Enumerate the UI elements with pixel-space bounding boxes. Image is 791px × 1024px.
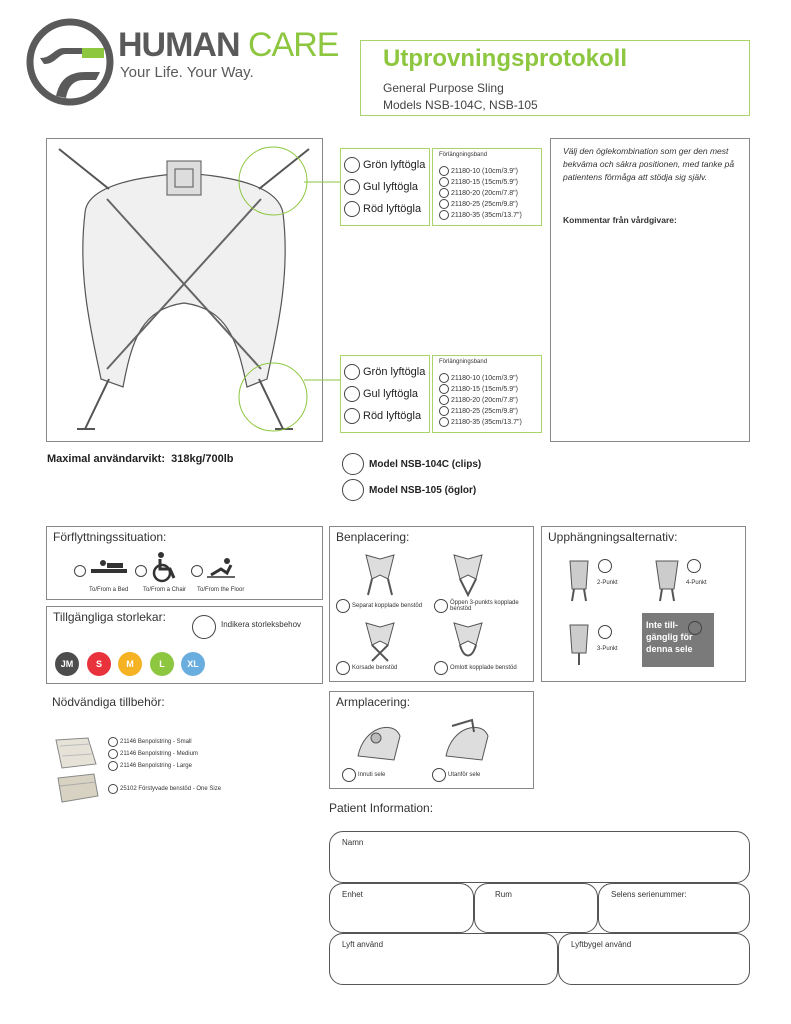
loop-label: Gul lyftögla bbox=[363, 388, 419, 400]
loop-label: Gul lyftögla bbox=[363, 181, 419, 193]
accessory-label: 25102 Förstyvade benstöd - One Size bbox=[120, 786, 222, 792]
leg-open3-illustration bbox=[448, 549, 488, 597]
subtitle: General Purpose Sling bbox=[383, 81, 504, 95]
model-option[interactable] bbox=[342, 479, 476, 501]
size-badge-xl[interactable] bbox=[181, 652, 205, 676]
loop-label: Röd lyftögla bbox=[363, 410, 422, 422]
lift-label: Lyft använd bbox=[342, 940, 384, 949]
bed-icon bbox=[89, 557, 129, 577]
suspension-radio[interactable] bbox=[598, 559, 612, 573]
leg-radio[interactable] bbox=[336, 599, 350, 613]
extension-label: 21180-10 (10cm/3.9") bbox=[451, 374, 518, 382]
leg-wrap-illustration bbox=[448, 619, 488, 663]
room-field[interactable] bbox=[474, 883, 598, 933]
leg-label: Öppen 3-punkts kopplade benstöd bbox=[450, 600, 519, 612]
extension-radio[interactable] bbox=[439, 406, 449, 416]
sling-image-box bbox=[46, 138, 323, 442]
arm-option[interactable] bbox=[342, 768, 385, 782]
leg-label: Korsade benstöd bbox=[352, 665, 398, 671]
suspension-label: 4-Punkt bbox=[686, 580, 707, 586]
instructions-text: Välj den öglekombination som ger den mest bekväma och säkra positionen, med tanke på patientens förmåga att stödja sig själv. bbox=[563, 146, 735, 182]
connector-lines bbox=[300, 170, 342, 400]
accessories-title: Nödvändiga tillbehör: bbox=[52, 695, 165, 709]
size-badge-s[interactable] bbox=[87, 652, 111, 676]
loop-option[interactable] bbox=[344, 364, 425, 380]
suspension-box bbox=[541, 526, 746, 682]
model-radio[interactable] bbox=[342, 479, 364, 501]
model-radio[interactable] bbox=[342, 453, 364, 475]
max-weight: Maximal användarvikt: 318kg/700lb bbox=[47, 453, 234, 465]
extension-radio[interactable] bbox=[439, 177, 449, 187]
leg-label: Omlott kopplade benstöd bbox=[450, 665, 517, 671]
serial-field[interactable] bbox=[598, 883, 750, 933]
sling-illustration bbox=[47, 139, 322, 441]
accessory-option[interactable] bbox=[108, 737, 192, 747]
extension-label: 21180-10 (10cm/3.9") bbox=[451, 167, 518, 175]
accessory-label: 21146 Benpolstring - Medium bbox=[120, 751, 198, 757]
size-label: XL bbox=[187, 659, 199, 669]
extension-option[interactable] bbox=[439, 406, 518, 416]
loops-bottom-box bbox=[340, 355, 430, 433]
size-badge-jm[interactable] bbox=[55, 652, 79, 676]
leg-padding-illustration bbox=[52, 736, 102, 770]
accessory-label: 21146 Benpolstring - Small bbox=[120, 739, 192, 745]
loop-label: Grön lyftögla bbox=[363, 366, 426, 378]
accessory-radio[interactable] bbox=[108, 737, 118, 747]
model-option[interactable] bbox=[342, 453, 481, 475]
name-label: Namn bbox=[342, 838, 364, 847]
suspension-radio[interactable] bbox=[687, 559, 701, 573]
accessory-option[interactable] bbox=[108, 784, 221, 794]
wheelchair-icon bbox=[151, 551, 179, 583]
loop-option[interactable] bbox=[344, 408, 421, 424]
size-label: JM bbox=[60, 659, 74, 669]
not-available-label: Inte till-gänglig för denna sele bbox=[646, 620, 693, 654]
transfer-label: To/From a Chair bbox=[143, 587, 187, 593]
leg-option[interactable] bbox=[434, 599, 536, 613]
extension-option[interactable] bbox=[439, 188, 518, 198]
arm-option[interactable] bbox=[432, 768, 480, 782]
comment-box[interactable] bbox=[550, 138, 750, 442]
transfer-chair-radio[interactable] bbox=[135, 565, 147, 577]
extension-radio[interactable] bbox=[439, 210, 449, 220]
accessory-label: 21146 Benpolstring - Large bbox=[120, 763, 192, 769]
arm-title: Armplacering: bbox=[336, 695, 411, 709]
size-badge-m[interactable] bbox=[118, 652, 142, 676]
transfer-bed-radio[interactable] bbox=[74, 565, 86, 577]
loop-option[interactable] bbox=[344, 179, 418, 195]
extension-radio[interactable] bbox=[439, 188, 449, 198]
extension-bottom-box bbox=[432, 355, 542, 433]
sizes-box bbox=[46, 606, 323, 684]
arm-radio[interactable] bbox=[342, 768, 356, 782]
accessory-radio[interactable] bbox=[108, 749, 118, 759]
loops-top-box bbox=[340, 148, 430, 226]
model-label: Model NSB-105 (öglor) bbox=[369, 484, 477, 496]
unit-field[interactable] bbox=[329, 883, 474, 933]
extension-radio[interactable] bbox=[439, 417, 449, 427]
loop-option[interactable] bbox=[344, 386, 418, 402]
extension-title: Förlängningsband bbox=[439, 152, 488, 158]
brand-care: CARE bbox=[248, 26, 339, 64]
patient-title: Patient Information: bbox=[329, 801, 434, 815]
extension-top-box bbox=[432, 148, 542, 226]
arm-inside-illustration bbox=[354, 716, 404, 762]
logo-mark bbox=[26, 18, 114, 106]
suspension-3point-illustration bbox=[564, 623, 594, 667]
size-label: M bbox=[126, 659, 134, 669]
name-field[interactable] bbox=[329, 831, 750, 883]
size-label: S bbox=[95, 659, 102, 669]
leg-radio[interactable] bbox=[434, 661, 448, 675]
extension-option[interactable] bbox=[439, 199, 518, 209]
suspension-title: Upphängningsalternativ: bbox=[548, 530, 678, 544]
extension-label: 21180-20 (20cm/7.8") bbox=[451, 189, 518, 197]
brand-human: HUMAN bbox=[118, 26, 240, 64]
extension-label: 21180-25 (25cm/9.8") bbox=[451, 200, 518, 208]
size-label: L bbox=[159, 659, 165, 669]
sizes-title: Tillgängliga storlekar: bbox=[53, 610, 166, 624]
leg-option[interactable] bbox=[336, 599, 422, 613]
spreader-label: Lyftbygel använd bbox=[571, 940, 632, 949]
extension-option[interactable] bbox=[439, 395, 518, 405]
room-label: Rum bbox=[495, 890, 512, 899]
extension-label: 21180-20 (20cm/7.8") bbox=[451, 396, 518, 404]
brand-tagline: Your Life. Your Way. bbox=[120, 64, 254, 81]
leg-option[interactable] bbox=[336, 661, 397, 675]
comment-label: Kommentar från vårdgivare: bbox=[563, 215, 677, 225]
suspension-4point-illustration bbox=[652, 559, 682, 603]
accessory-radio[interactable] bbox=[108, 784, 118, 794]
extension-radio[interactable] bbox=[439, 384, 449, 394]
extension-option[interactable] bbox=[439, 210, 522, 220]
extension-radio[interactable] bbox=[439, 166, 449, 176]
size-indicate-label: Indikera storleksbehov bbox=[221, 620, 302, 629]
leg-title: Benplacering: bbox=[336, 530, 410, 544]
accessory-option[interactable] bbox=[108, 749, 198, 759]
extension-radio[interactable] bbox=[439, 395, 449, 405]
spreader-field[interactable] bbox=[558, 933, 750, 985]
serial-label: Selens serienummer: bbox=[611, 890, 687, 899]
extension-radio[interactable] bbox=[439, 199, 449, 209]
header-box bbox=[360, 40, 750, 116]
extension-option[interactable] bbox=[439, 166, 518, 176]
lift-field[interactable] bbox=[329, 933, 558, 985]
model-label: Model NSB-104C (clips) bbox=[369, 458, 482, 470]
size-indicate-radio[interactable] bbox=[192, 615, 216, 639]
accessory-radio[interactable] bbox=[108, 761, 118, 771]
leg-radio[interactable] bbox=[336, 661, 350, 675]
extension-option[interactable] bbox=[439, 177, 518, 187]
arm-label: Innuti sele bbox=[358, 772, 386, 778]
arm-radio[interactable] bbox=[432, 768, 446, 782]
page-title: Utprovningsprotokoll bbox=[383, 45, 627, 72]
leg-separate-illustration bbox=[360, 549, 400, 597]
loop-radio[interactable] bbox=[344, 386, 360, 402]
floor-icon bbox=[207, 557, 235, 579]
loop-radio[interactable] bbox=[344, 179, 360, 195]
leg-box bbox=[329, 526, 534, 682]
extension-label: 21180-25 (25cm/9.8") bbox=[451, 407, 518, 415]
loop-option[interactable] bbox=[344, 201, 421, 217]
stiffened-leg-illustration bbox=[54, 772, 102, 804]
extension-label: 21180-35 (35cm/13.7") bbox=[451, 418, 522, 426]
suspension-label: 2-Punkt bbox=[597, 580, 618, 586]
arm-box bbox=[329, 691, 534, 789]
extension-title: Förlängningsband bbox=[439, 359, 488, 365]
size-badge-l[interactable] bbox=[150, 652, 174, 676]
arm-outside-illustration bbox=[442, 716, 492, 762]
loop-radio[interactable] bbox=[344, 364, 360, 380]
unit-label: Enhet bbox=[342, 890, 363, 899]
leg-label: Separat kopplade benstöd bbox=[352, 603, 423, 609]
loop-radio[interactable] bbox=[344, 408, 360, 424]
leg-radio[interactable] bbox=[434, 599, 448, 613]
loop-radio[interactable] bbox=[344, 201, 360, 217]
leg-option[interactable] bbox=[434, 661, 517, 675]
suspension-radio[interactable] bbox=[598, 625, 612, 639]
transfer-label: To/From a Bed bbox=[89, 587, 129, 593]
leg-crossed-illustration bbox=[360, 619, 400, 663]
accessory-option[interactable] bbox=[108, 761, 192, 771]
extension-option[interactable] bbox=[439, 417, 522, 427]
transfer-title: Förflyttningssituation: bbox=[53, 530, 167, 544]
models-subtitle: Models NSB-104C, NSB-105 bbox=[383, 98, 538, 112]
suspension-label: 3-Punkt bbox=[597, 646, 618, 652]
transfer-label: To/From the Floor bbox=[197, 587, 245, 593]
loop-radio[interactable] bbox=[344, 157, 360, 173]
extension-option[interactable] bbox=[439, 384, 518, 394]
extension-label: 21180-15 (15cm/5.9") bbox=[451, 385, 518, 393]
arm-label: Utanför sele bbox=[448, 772, 481, 778]
extension-option[interactable] bbox=[439, 373, 518, 383]
transfer-box bbox=[46, 526, 323, 600]
suspension-2point-illustration bbox=[564, 559, 594, 603]
extension-radio[interactable] bbox=[439, 373, 449, 383]
extension-label: 21180-35 (35cm/13.7") bbox=[451, 211, 522, 219]
loop-label: Grön lyftögla bbox=[363, 159, 426, 171]
loop-label: Röd lyftögla bbox=[363, 203, 422, 215]
loop-option[interactable] bbox=[344, 157, 425, 173]
transfer-floor-radio[interactable] bbox=[191, 565, 203, 577]
extension-label: 21180-15 (15cm/5.9") bbox=[451, 178, 518, 186]
